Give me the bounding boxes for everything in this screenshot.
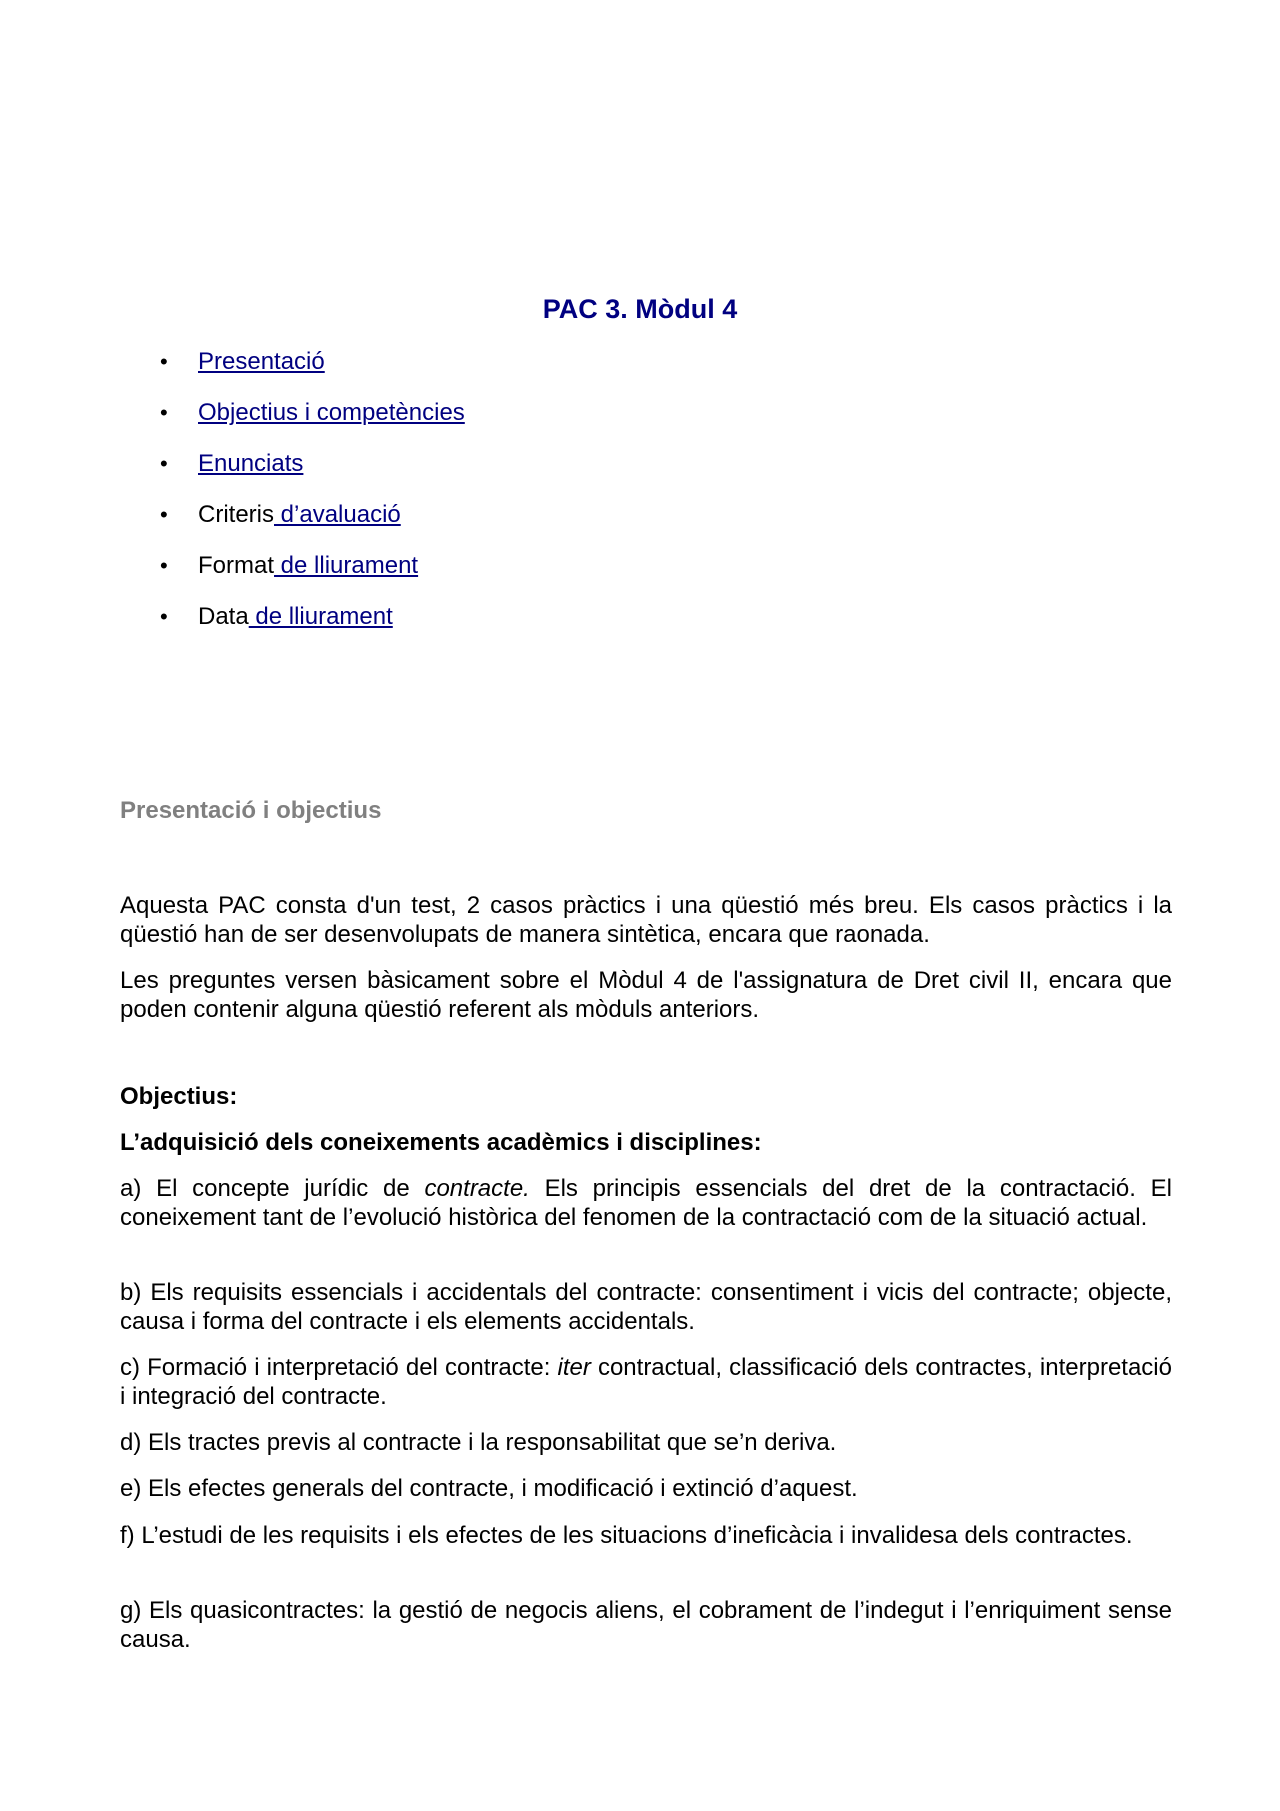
objective-a-before: a) El concepte jurídic de <box>120 1175 425 1202</box>
objectives-subheading: L’adquisició dels coneixements acadèmics i disciplines: <box>120 1129 762 1156</box>
objective-d-block <box>120 1428 1172 1457</box>
intro-paragraph-1-block <box>120 891 1172 949</box>
objective-f-block <box>120 1521 1172 1550</box>
section-heading: Presentació i objectius <box>120 797 382 824</box>
objective-c-before: c) Formació i interpretació del contracte: <box>120 1354 558 1381</box>
toc-link-data[interactable]: de lliurament <box>248 603 393 630</box>
toc-link-enunciats[interactable]: Enunciats <box>198 450 304 477</box>
bullet-icon: • <box>160 502 168 527</box>
intro-paragraph-2-block <box>120 966 1172 1024</box>
toc-plain-format: Format <box>198 552 275 579</box>
toc-item-enunciats <box>160 447 465 498</box>
objectives-heading-block <box>120 1082 1172 1111</box>
objective-c-after: contractual, classificació dels contractes, interpretació i integració del contracte. <box>120 1354 1172 1410</box>
objective-b: b) Els requisits essencials i accidentals del contracte: consentiment i vicis del contracte; objecte, causa i forma del contracte i els elements accidentals. <box>120 1279 1172 1335</box>
bullet-icon: • <box>160 604 168 629</box>
bullet-icon: • <box>160 349 168 374</box>
objectives-subheading-block <box>120 1128 1172 1157</box>
objective-a-block <box>120 1174 1172 1232</box>
toc-plain-criteris: Criteris <box>198 501 274 528</box>
toc-item-criteris <box>160 498 465 549</box>
objective-c-block <box>120 1353 1172 1411</box>
bullet-icon: • <box>160 553 168 578</box>
intro-paragraph-2: Les preguntes versen bàsicament sobre el Mòdul 4 de l'assignatura de Dret civil II, encara que poden contenir alguna qüestió referent als mòduls anteriors. <box>120 967 1172 1023</box>
objective-b-block <box>120 1278 1172 1336</box>
objective-d: d) Els tractes previs al contracte i la responsabilitat que se’n deriva. <box>120 1429 837 1456</box>
bullet-icon: • <box>160 400 168 425</box>
toc-plain-data: Data <box>198 603 249 630</box>
objective-e-block <box>120 1474 1172 1503</box>
objective-g: g) Els quasicontractes: la gestió de negocis aliens, el cobrament de l’indegut i l’enriquiment sense causa. <box>120 1597 1172 1653</box>
objective-c-italic: iter <box>557 1354 591 1381</box>
objective-e: e) Els efectes generals del contracte, i modificació i extinció d’aquest. <box>120 1475 858 1502</box>
table-of-contents <box>160 345 465 651</box>
objectives-heading: Objectius: <box>120 1083 238 1110</box>
objective-f: f) L’estudi de les requisits i els efectes de les situacions d’ineficàcia i invalidesa dels contractes. <box>120 1522 1133 1549</box>
toc-link-presentacio[interactable]: Presentació <box>198 348 325 375</box>
toc-link-objectius[interactable]: Objectius i competències <box>198 399 465 426</box>
intro-paragraph-1: Aquesta PAC consta d'un test, 2 casos pràctics i una qüestió més breu. Els casos pràctics i la qüestió han de ser desenvolupats de manera sintètica, encara que raonada. <box>120 892 1172 948</box>
objective-a-after: Els principis essencials del dret de la contractació. El coneixement tant de l’evolució històrica del fenomen de la contractació com de la situació actual. <box>120 1175 1172 1231</box>
toc-link-criteris[interactable]: d’avaluació <box>274 501 401 528</box>
objective-c <box>120 1353 1172 1411</box>
bullet-icon: • <box>160 451 168 476</box>
page-title: PAC 3. Mòdul 4 <box>542 294 738 324</box>
toc-link-format[interactable]: de lliurament <box>274 552 419 579</box>
toc-item-presentacio <box>160 345 465 396</box>
objective-g-block <box>120 1596 1172 1654</box>
toc-item-objectius <box>160 396 465 447</box>
toc-item-data <box>160 600 465 651</box>
objective-a <box>120 1174 1172 1232</box>
toc-item-format <box>160 549 465 600</box>
objective-a-italic: contracte. <box>424 1175 530 1202</box>
